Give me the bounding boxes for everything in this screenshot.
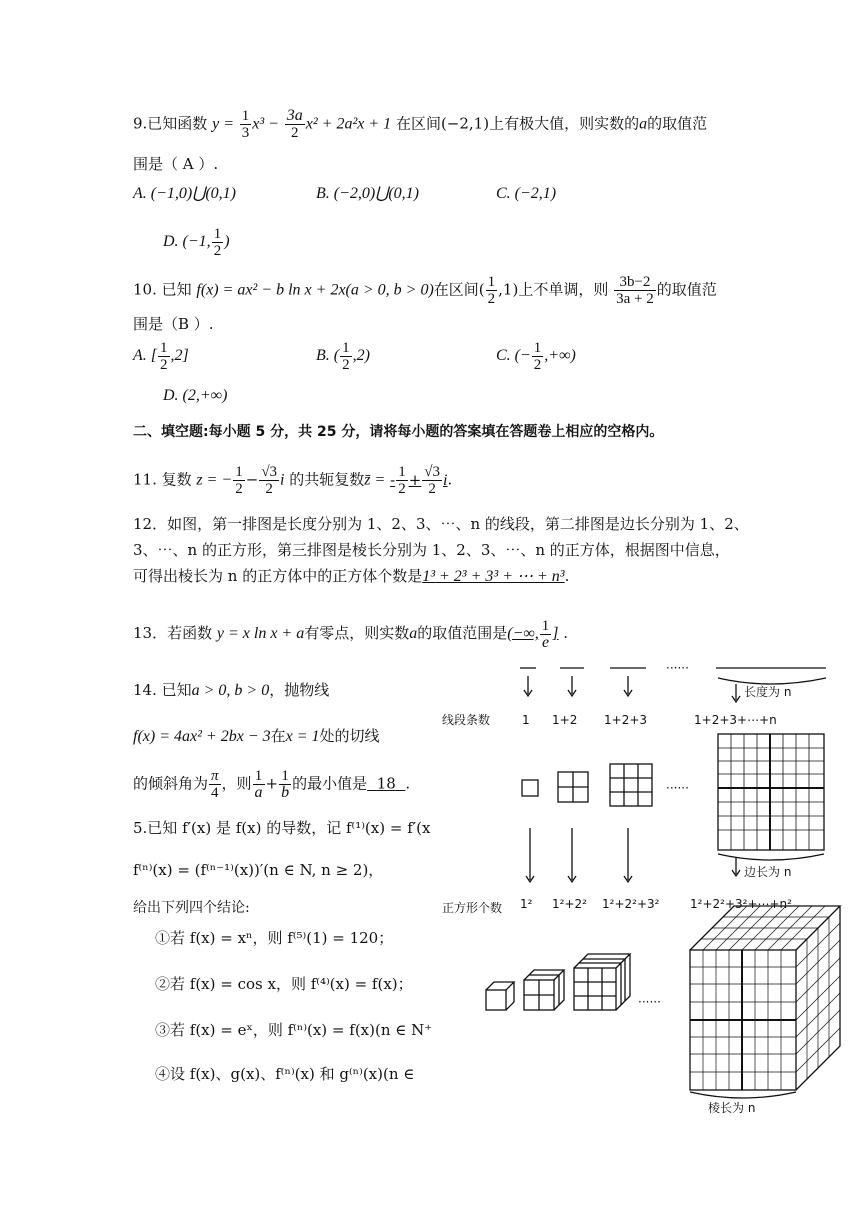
q10-line1: 10. 已知 f(x) = ax² − b ln x + 2x(a > 0, b > 0)在区间( $\frac{1}{2}$ ,1)上不单调，则 $\frac{3b-2}{3a + 2}$ 的取值范 <box>133 274 717 307</box>
arrow-down-icon <box>568 676 576 696</box>
q14-line2: f(x) = 4ax² + 2bx − 3在x = 1处的切线 <box>133 727 380 745</box>
brace-length <box>718 678 826 684</box>
square-value-3: 1²+2²+3² <box>602 897 660 911</box>
q13-answer: (−∞, $\frac{1}{e}$ ] <box>507 618 559 651</box>
square-value-2: 1²+2² <box>552 897 587 911</box>
square-side-label: 边长为 n <box>744 865 792 879</box>
q9-option-c: C. (−2,1) <box>496 185 557 202</box>
cube-2 <box>524 970 564 1010</box>
segment-value-3: 1+2+3 <box>604 713 648 727</box>
q12-line3: 可得出棱长为 n 的正方体中的正方体个数是1³ + 2³ + 3³ + ⋯ + n³. <box>133 567 570 585</box>
q11-answer: - $\frac{1}{2}$ + $\frac{√3}{2}$ i <box>390 464 448 497</box>
q12-answer: 1³ + 2³ + 3³ + ⋯ + n³ <box>422 568 565 585</box>
q9-frac1: $\frac{1}{3}$ <box>241 108 250 141</box>
q15-conclusion-2: ②若 f(x) = cos x，则 f⁽⁴⁾(x) = f(x)； <box>155 975 413 993</box>
q10-option-b: B. ( $\frac{1}{2}$ ,2) <box>316 340 370 373</box>
dots-row3: ······ <box>638 995 661 1009</box>
q10-ratio: $\frac{3b-2}{3a + 2}$ <box>616 274 654 307</box>
segment-length-label: 长度为 n <box>744 685 792 699</box>
cube-n <box>690 906 840 1090</box>
cube-3 <box>574 954 630 1010</box>
q11-line: 11. 复数 z = − $\frac{1}{2}$ − $\frac{√3}{2}$ i 的共轭复数z̄ = - $\frac{1}{2}$ + $\frac{√3}{2}$ i. <box>133 464 453 497</box>
segment-count-label: 线段条数 <box>442 713 491 727</box>
q14-answer: 18 <box>376 774 396 793</box>
q10-option-a: A. [ $\frac{1}{2}$ ,2] <box>133 340 189 373</box>
q9-option-b: B. (−2,0)⋃(0,1) <box>316 185 420 202</box>
q10-option-c: C. (− $\frac{1}{2}$ ,+∞) <box>496 340 576 373</box>
arrow-down-icon <box>524 676 532 696</box>
dots-row1: ······ <box>666 661 689 675</box>
q15-conclusion-3: ③若 f(x) = eˣ，则 f⁽ⁿ⁾(x) = f(x)(n ∈ N⁺ <box>155 1021 433 1039</box>
q13-line: 13．若函数 y = x ln x + a有零点，则实数a的取值范围是(−∞, $\frac{1}{e}$ ] . <box>133 618 569 651</box>
q12-line2: 3、⋯、n 的正方形，第三排图是棱长分别为 1、2、3、⋯、n 的正方体，根据图中信息， <box>133 541 730 559</box>
arrow-down-icon <box>526 828 534 882</box>
q14-line1: 14. 已知a > 0, b > 0，抛物线 <box>133 681 330 699</box>
arrow-down-icon <box>624 828 632 882</box>
square-1 <box>522 780 538 796</box>
segment-value-2: 1+2 <box>552 713 578 727</box>
brace-side <box>718 854 824 860</box>
q15-line2: f⁽ⁿ⁾(x) = (f⁽ⁿ⁻¹⁾(x))′(n ∈ N, n ≥ 2)， <box>133 861 384 879</box>
q9-option-d: D. (−1, $\frac{1}{2}$ ) <box>163 226 230 259</box>
segment-value-1: 1 <box>522 713 530 727</box>
arrow-down-icon <box>732 858 740 876</box>
square-value-n: 1²+2²+3²+⋯+n² <box>690 897 792 911</box>
cube-edge-label: 棱长为 n <box>708 1101 756 1115</box>
arrow-down-icon <box>732 684 740 702</box>
arrow-down-icon <box>624 676 632 696</box>
q10-line2: 围是（B ）. <box>133 315 214 333</box>
segment-value-n: 1+2+3+⋯+n <box>694 713 777 727</box>
q10-option-d: D. (2,+∞) <box>163 387 228 404</box>
q9-frac2: $\frac{3a}{2}$ <box>286 107 303 141</box>
q9-line1: 9.已知函数 y = $\frac{1}{3}$ x³ − $\frac{3a}{2}$ x² + 2a²x + 1 在区间(−2,1)上有极大值，则实数的a的取值范 <box>133 107 708 141</box>
q15-line3: 给出下列四个结论: <box>133 900 250 916</box>
section-fill-in-header: 二、填空题:每小题 5 分，共 25 分，请将每小题的答案填在答题卷上相应的空格内。 <box>133 424 664 440</box>
q9-option-a: A. (−1,0)⋃(0,1) <box>133 185 237 202</box>
q15-conclusion-1: ①若 f(x) = xⁿ，则 f⁽⁵⁾(1) = 120； <box>155 929 394 947</box>
cube-1 <box>486 982 514 1010</box>
q9-line2: 围是（ A ）. <box>133 155 219 173</box>
square-value-1: 1² <box>520 897 533 911</box>
q12-line1: 12．如图，第一排图是长度分别为 1、2、3、⋯、n 的线段，第二排图是边长分别为 1、2、 <box>133 515 749 533</box>
q14-line3: 的倾斜角为 $\frac{\pi}{4}$ ，则 $\frac{1}{a}$ + $\frac{1}{b}$ 的最小值是 18 . <box>133 768 411 801</box>
arrow-down-icon <box>568 828 576 882</box>
square-3 <box>610 764 652 806</box>
q15-line1: 5.已知 f′(x) 是 f(x) 的导数，记 f⁽¹⁾(x) = f′(x <box>133 819 431 837</box>
brace-edge <box>690 1092 796 1098</box>
square-count-label: 正方形个数 <box>442 901 503 915</box>
dots-row2: ······ <box>666 781 689 795</box>
sum-of-cubes-figure <box>440 660 860 1120</box>
q15-conclusion-4: ④设 f(x)、g(x)、f⁽ⁿ⁾(x) 和 g⁽ⁿ⁾(x)(n ∈ <box>155 1065 415 1083</box>
